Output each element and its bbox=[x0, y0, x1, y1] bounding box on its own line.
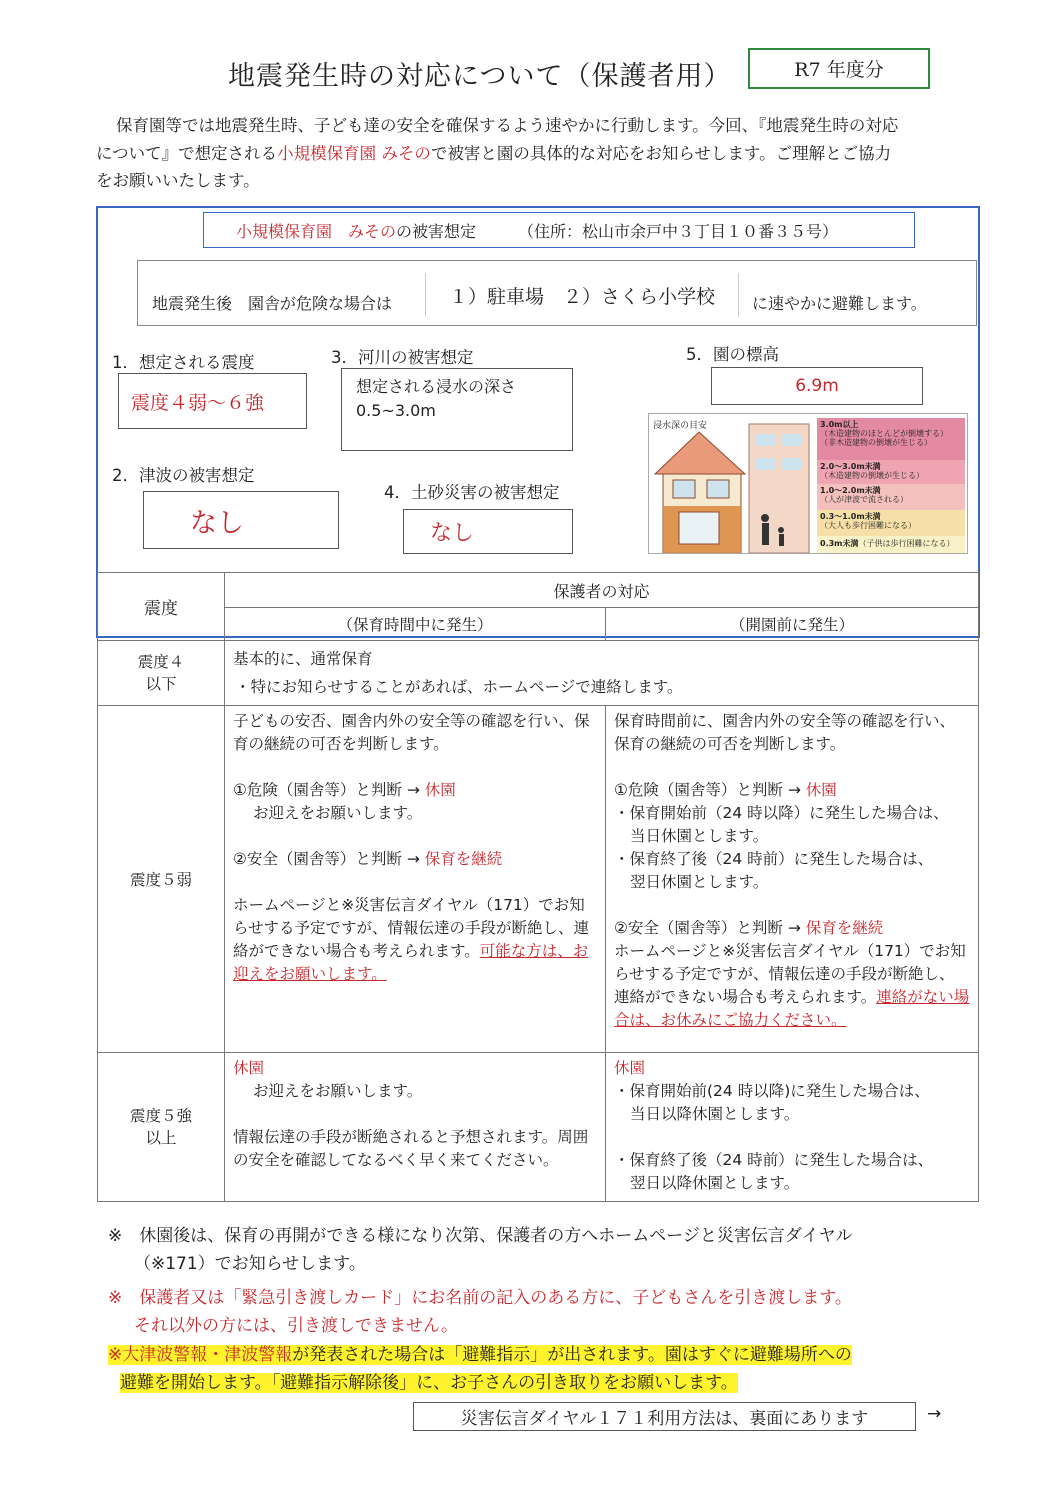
footer-dial-note: 災害伝言ダイヤル１７１利用方法は、裏面にあります bbox=[413, 1402, 916, 1431]
flood-caption: 浸水深の目安 bbox=[653, 421, 708, 431]
tsunami-label: 2．津波の被害想定 bbox=[112, 466, 255, 485]
legend-level-4: 0.3～1.0m未満 （大人も歩行困難になる） bbox=[817, 510, 965, 536]
intensity-box: 震度４弱～６強 bbox=[118, 373, 307, 429]
before-opening-header: （開園前に発生） bbox=[606, 608, 979, 641]
intro-paragraph: 保育園等では地震発生時、子ども達の安全を確保するよう速やかに行動します。今回、『地震発生時の対応 について』で想定される小規模保育園 みそので被害と園の具体的な対応をお知らせします。ご理解とご協力 をお願いいたします。 bbox=[96, 116, 899, 190]
guardian-response-header: 保護者の対応 bbox=[225, 573, 979, 608]
damage-header: 小規模保育園 みその の被害想定 （住所：松山市余戸中３丁目１０番３５号） bbox=[203, 212, 915, 248]
page-title: 地震発生時の対応について（保護者用） bbox=[228, 61, 732, 92]
legend-level-5: 0.3m未満（子供は歩行困難になる） bbox=[817, 536, 965, 553]
note-reopening: ※ 休園後は、保育の再開ができる様になり次第、保護者の方へホームページと災害伝言ダイヤル （※171）でお知らせします。 bbox=[108, 1226, 853, 1274]
intensity-column-header: 震度 bbox=[98, 573, 225, 641]
response-table bbox=[97, 572, 979, 1202]
facility-name: 小規模保育園 みその bbox=[277, 143, 431, 163]
table-row: 震度５弱 子どもの安否、園舎内外の安全等の確認を行い、保育の継続の可否を判断します。 ①危険（園舎等）と判断 → 休園 お迎えをお願いします。 ②安全（園舎等）と判断 → 保育を継続 ホームページと※災害伝言ダイヤル（171）でお知らせする予定ですが、情報伝達の手段が断絶し、連絡ができない場合も考えられます。可能な方は、お迎えをお願いします。 保育時間前に、園舎内外の安全等の確認を行い、保育の継続の可否を判断します。 ①危険（園舎等）と判断 → 休園 ・保育開始前（24 時以降）に発生した場合は、 当日休園とします。 ・保育終了後（24 時前）に発生した場合は、 翌日休園とします。 ②安全（園舎等）と判断 → 保育を継続 ホームページと※災害伝言ダイヤル（171）でお知らせする予定ですが、情報伝達の手段が断絶し、連絡ができない場合も考えられます。連絡がない場合は、お休みにご協力ください。 bbox=[98, 706, 979, 1053]
evacuation-box: 地震発生後 園舎が危険な場合は １）駐車場 ２）さくら小学校 に速やかに避難します。 bbox=[137, 260, 977, 326]
fiscal-year-box: R7 年度分 bbox=[748, 48, 930, 89]
table-row: 震度４ 以下 基本的に、通常保育 ・特にお知らせすることがあれば、ホームページで連絡します。 bbox=[98, 641, 979, 706]
landslide-box: なし bbox=[403, 509, 573, 554]
arrow-right-icon: → bbox=[927, 1404, 942, 1424]
elevation-box: 6.9m bbox=[711, 367, 923, 405]
landslide-label: 4．土砂災害の被害想定 bbox=[384, 483, 560, 502]
legend-level-3: 1.0～2.0m未満 （人が津波で流される） bbox=[817, 484, 965, 510]
elevation-label: 5．園の標高 bbox=[686, 345, 779, 364]
intensity-label: 1．想定される震度 bbox=[112, 353, 255, 372]
river-box: 想定される浸水の深さ 0.5~3.0m bbox=[341, 368, 573, 451]
legend-level-1: 3.0m以上 （木造建物のほとんどが倒壊する） （非木造建物の倒壊が生じる） bbox=[817, 418, 965, 460]
evacuation-places: １）駐車場 ２）さくら小学校 bbox=[425, 273, 739, 317]
flood-depth-illustration bbox=[648, 413, 968, 554]
table-row: 震度５強 以上 休園 お迎えをお願いします。 情報伝達の手段が断絶されると予想されます。周囲の安全を確認してなるべく早く来てください。 休園 ・保育開始前(24 時以降)に発生した場合は、 当日以降休園とします。 ・保育終了後（24 時前）に発生した場合は、 翌日以降休園とします。 bbox=[98, 1053, 979, 1202]
tsunami-box: なし bbox=[143, 491, 339, 549]
river-label: 3．河川の被害想定 bbox=[331, 348, 474, 367]
legend-level-2: 2.0～3.0m未満 （木造建物の倒壊が生じる） bbox=[817, 460, 965, 484]
during-hours-header: （保育時間中に発生） bbox=[225, 608, 606, 641]
note-handover: ※ 保護者又は「緊急引き渡しカード」にお名前の記入のある方に、子どもさんを引き渡します。 それ以外の方には、引き渡しできません。 bbox=[108, 1288, 852, 1336]
note-tsunami-warning: ※大津波警報・津波警報が発表された場合は「避難指示」が出されます。園はすぐに避難場所への 避難を開始します。「避難指示解除後」に、お子さんの引き取りをお願いします。 bbox=[108, 1345, 852, 1393]
